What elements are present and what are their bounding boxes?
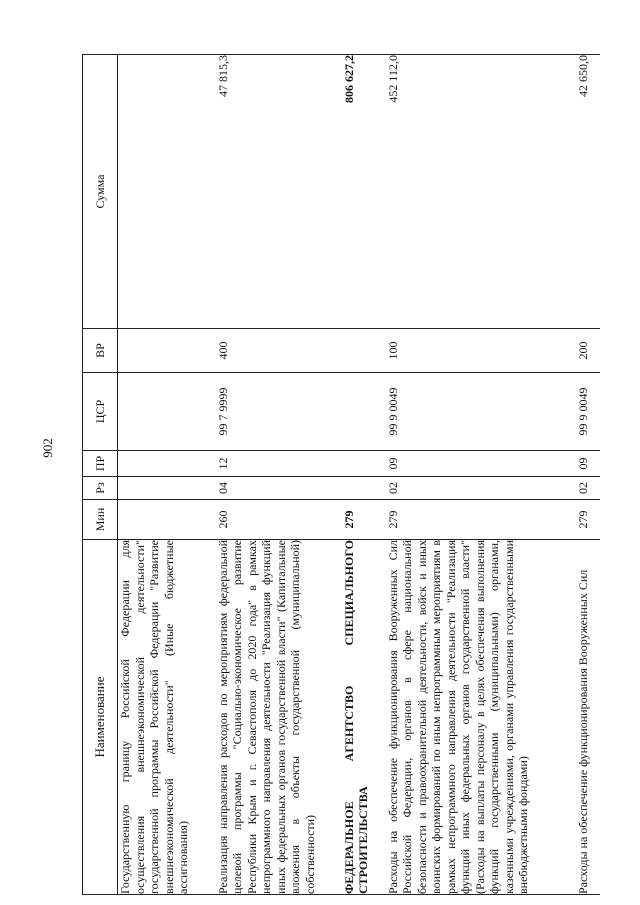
- document-page: [82, 55, 602, 895]
- table-row: [576, 55, 600, 895]
- row-csr: 99 9 0049: [576, 373, 600, 451]
- row-csr: [342, 373, 386, 451]
- row-name: Государственную границу Российской Федерации для осуществления внешнеэкономической деятельности" государственной программы Российской Федерации "Развитие внешнеэкономической деятельности" (Иные бюджетные ассигнования): [118, 540, 216, 895]
- table-row: [118, 55, 216, 895]
- row-name: ФЕДЕРАЛЬНОЕ АГЕНТСТВО СПЕЦИАЛЬНОГО СТРОИТЕЛЬСТВА: [342, 540, 386, 895]
- row-rz: [342, 477, 386, 500]
- row-csr: 99 9 0049: [386, 373, 576, 451]
- row-min: [118, 500, 216, 540]
- header-csr: ЦСР: [83, 373, 118, 451]
- row-vr: 400: [216, 329, 342, 373]
- page-number: 902: [39, 438, 55, 458]
- row-vr: [342, 329, 386, 373]
- row-rz: 02: [576, 477, 600, 500]
- table-row: [216, 55, 342, 895]
- header-min: Мин: [83, 500, 118, 540]
- row-min: 279: [342, 500, 386, 540]
- header-sum: Сумма: [83, 55, 118, 329]
- row-vr: 100: [386, 329, 576, 373]
- row-csr: 99 7 9999: [216, 373, 342, 451]
- row-rz: 02: [386, 477, 576, 500]
- table-header-row: [83, 55, 118, 895]
- budget-table: [82, 54, 600, 895]
- row-sum: [118, 55, 216, 329]
- header-vr: ВР: [83, 329, 118, 373]
- row-vr: 200: [576, 329, 600, 373]
- row-vr: [118, 329, 216, 373]
- row-name: Расходы на обеспечение функционирования Вооруженных Сил: [576, 540, 600, 895]
- header-pr: ПР: [83, 451, 118, 477]
- row-csr: [118, 373, 216, 451]
- table-row: [342, 55, 386, 895]
- row-sum: 42 650,0: [576, 55, 600, 329]
- row-min: 279: [576, 500, 600, 540]
- table-row: [386, 55, 576, 895]
- row-pr: 12: [216, 451, 342, 477]
- row-min: 279: [386, 500, 576, 540]
- row-sum: 47 815,3: [216, 55, 342, 329]
- row-pr: [342, 451, 386, 477]
- row-rz: [118, 477, 216, 500]
- header-rz: Рз: [83, 477, 118, 500]
- row-rz: 04: [216, 477, 342, 500]
- row-pr: [118, 451, 216, 477]
- row-name: Реализация направления расходов по мероприятиям федеральной целевой программы "Социально-экономическое развитие Республики Крым и г. Севастополя до 2020 года" в рамках непрограммного направления деятельности "Реализация функций иных федеральных органов государственной власти" (Капитальные вложения в объекты государственной (муниципальной) собственности): [216, 540, 342, 895]
- row-pr: 09: [576, 451, 600, 477]
- row-name: Расходы на обеспечение функционирования Вооруженных Сил Российской Федерации, органов в сфере национальной безопасности и правоохранительной деятельности, войск и иных воинских формирований по иным непрограммным мероприятиям в рамках непрограммного направления деятельности "Реализация функций иных федеральных органов государственной власти" (Расходы на выплаты персоналу в целях обеспечения выполнения функций государственными (муниципальными) органами, казенными учреждениями, органами управления государственными внебюджетными фондами): [386, 540, 576, 895]
- header-name: Наименование: [83, 540, 118, 895]
- row-sum: 806 627,2: [342, 55, 386, 329]
- row-pr: 09: [386, 451, 576, 477]
- row-min: 260: [216, 500, 342, 540]
- row-sum: 452 112,0: [386, 55, 576, 329]
